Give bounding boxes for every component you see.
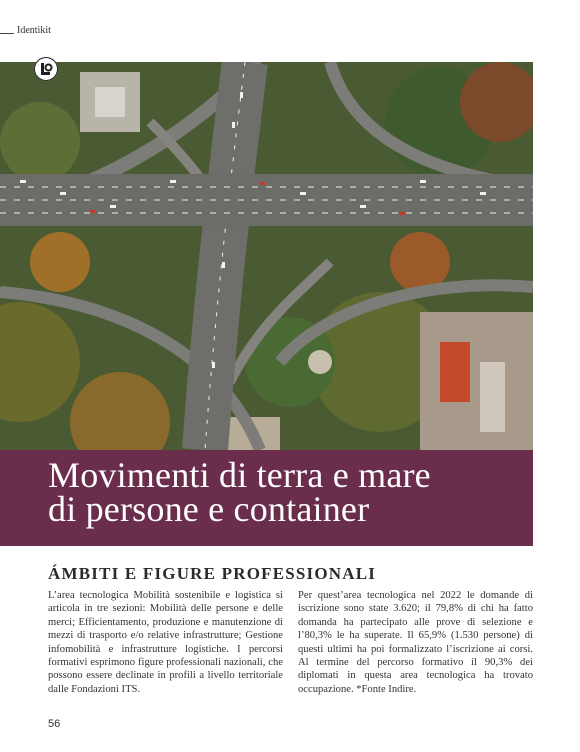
page-number: 56: [48, 718, 61, 730]
book-logo-icon: [34, 57, 58, 81]
aerial-highway-photo: [0, 62, 533, 450]
section-subheading: ÁMBITI E FIGURE PROFESSIONALI: [48, 564, 377, 583]
article-title: [48, 455, 528, 529]
body-column-left: L’area tecnologica Mobilità sostenibile e logistica si articola in tre sezioni: Mobilità delle persone e delle merci; Efficientamento, produzione e manutenzione di mezzi di trasporto e/o relative infrastrutture; Gestione infomobilità e infrastrutture logistiche. I percorsi formativi esprimono figure professionali nazionali, che possono essere declinate in profili a livello territoriale dalle Fondazioni ITS.: [48, 590, 283, 695]
body-column-right: Per quest’area tecnologica nel 2022 le domande di iscrizione sono state 3.620; il 79,8% di chi ha fatto domanda ha partecipato alle prove di selezione e l’80,3% le ha superate. Il 65,9% (1.530 persone) di questi ultimi ha poi formalizzato l’iscrizione ai corsi. Al termine del percorso formativo il 90,3% dei diplomati in questa area tecnologica ha trovato occupazione. *Fonte Indire.: [298, 590, 533, 695]
section-label: Identikit: [17, 25, 51, 36]
title-line-1: Movimenti di terra e mare: [48, 455, 431, 495]
title-line-2: di persone e container: [48, 489, 370, 529]
header-rule: [0, 33, 14, 34]
